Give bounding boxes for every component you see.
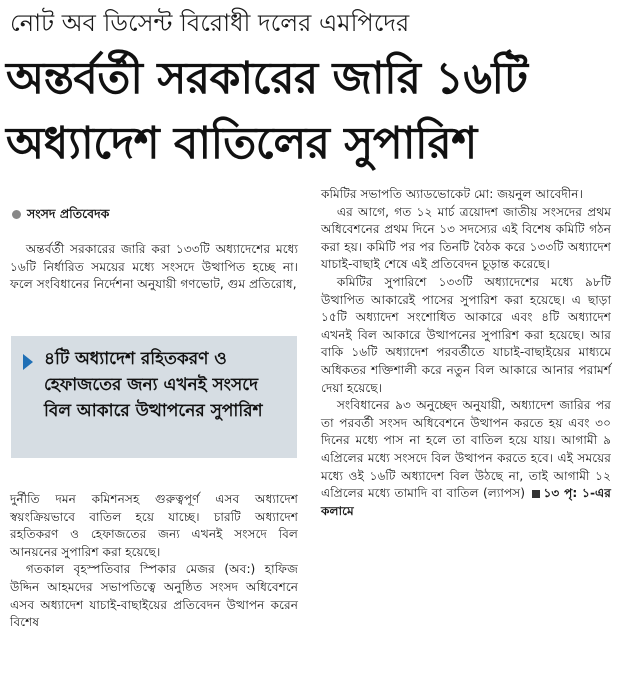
byline-text: সংসদ প্রতিবেদক <box>27 206 110 221</box>
right-column <box>321 186 611 520</box>
headline-line-2: অধ্যাদেশ বাতিলের সুপারিশ <box>6 118 477 169</box>
arrow-icon <box>23 354 33 370</box>
paragraph: গতকাল বৃহস্পতিবার স্পিকার মেজর (অব:) হাফিজ উদ্দিন আহমদের সভাপতিত্বে অনুষ্ঠিত সংসদ অধিবেশনে এসব অধ্যাদেশ যাচাই-বাছাইয়ের প্রতিবেদন উত্থাপন করেন বিশেষ <box>10 562 298 630</box>
byline <box>12 206 109 226</box>
paragraph: কমিটির সভাপতি অ্যাডভোকেট মো: জয়নুল আবেদীন। <box>321 187 583 201</box>
left-column-top <box>10 241 298 294</box>
paragraph: দুর্নীতি দমন কমিশনসহ গুরুত্বপূর্ণ এসব অধ্যাদেশ স্বয়ংক্রিয়ভাবে বাতিল হয়ে যাচ্ছে। চারটি অধ্যাদেশ রহতিকরণ ও হেফাজতের জন্য এখনই সংসদে বিল আনয়নের সুপারিশ করা হয়েছে। <box>10 492 298 559</box>
pull-quote-text: ৪টি অধ্যাদেশ রহিতকরণ ও হেফাজতের জন্য এখনই সংসদে বিল আকারে উত্থাপনের সুপারিশ <box>44 349 263 421</box>
paragraph <box>321 397 611 520</box>
left-column-bottom <box>10 491 298 632</box>
paragraph: কমিটির সুপারিশে ১৩৩টি অধ্যাদেশের মধ্যে ৯৮টি উত্থাপিত আকারেই পাসের সুপারিশ করা হয়েছে। এ ছাড়া ১৫টি অধ্যাদেশ সংশোধিত আকারে এবং ৪টি অধ্যাদেশ এখনই বিল আকারে উত্থাপনের সুপারিশ করা হয়েছে। আর বাকি ১৬টি অধ্যাদেশ পরবর্তীতে যাচাই-বাছাইয়ের মাধ্যমে অধিকতর শক্তিশালী করে নতুন বিল আকারে আনার পরামর্শ দেয়া হয়েছে। <box>321 274 611 395</box>
square-icon <box>532 490 540 498</box>
continuation-link[interactable]: ১৩ পৃ: ১-এর কলামে <box>321 486 612 518</box>
kicker-headline: নোট অব ডিসেন্ট বিরোধী দলের এমপিদের <box>10 9 410 37</box>
paragraph-text: সংবিধানের ৯৩ অনুচ্ছেদ অনুযায়ী, অধ্যাদেশ জারির পর তা পরবর্তী সংসদ অধিবেশনে উত্থাপন করতে হয় এবং ৩০ দিনের মধ্যে পাস না হলে তা বাতিল হয়ে যায়। আগামী ৯ এপ্রিলের মধ্যে সংসদে বিল উত্থাপন করতে হবে। এই সময়ের মধ্যে ওই ১৬টি অধ্যাদেশ বিল উঠছে না, তাই আগামী ১২ এপ্রিলের মধ্যে তামাদি বা বাতিল (ল্যাপস) <box>321 398 611 501</box>
pull-quote-box <box>11 336 297 458</box>
headline-line-1: অন্তর্বর্তী সরকারের জারি ১৬টি <box>6 53 528 104</box>
bullet-icon <box>12 210 21 219</box>
paragraph: এর আগে, গত ১২ মার্চ ত্রয়োদশ জাতীয় সংসদের প্রথম অধিবেশনের প্রথম দিনে ১৩ সদস্যের এই বিশেষ কমিটি গঠন করা হয়। কমিটি পর পর তিনটি বৈঠক করে ১৩৩টি অধ্যাদেশ যাচাই-বাছাই শেষে এই প্রতিবেদন চূড়ান্ত করেছে। <box>321 204 611 272</box>
paragraph: অন্তর্বর্তী সরকারের জারি করা ১৩৩টি অধ্যাদেশের মধ্যে ১৬টি নির্ধারিত সময়ের মধ্যে সংসদে উত্থাপিত হচ্ছে না। ফলে সংবিধানের নির্দেশনা অনুযায়ী গণভোট, গুম প্রতিরোধ, <box>10 242 298 292</box>
